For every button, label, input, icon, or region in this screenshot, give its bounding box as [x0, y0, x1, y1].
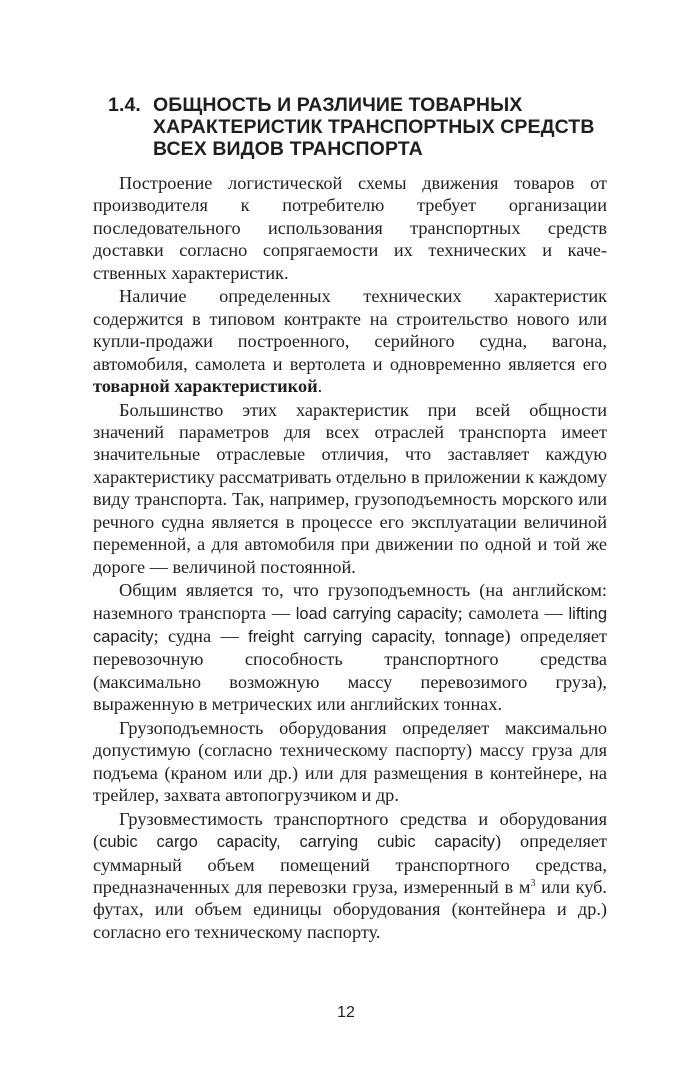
paragraph-5: Грузоподъемность оборудования определяет максимально допустимую (согласно техническому паспорту) массу груза для подъема (краном или др.) или для размещения в контейнере, на трейлер, захвата автопогрузчиком и др. — [93, 717, 607, 806]
emphasis-term: товарной характеристикой — [93, 375, 318, 396]
paragraph-2: Наличие определенных технических характеристик содержится в типовом контракте на строительство нового или купли-продажи построенного, серийного судна, вагона, автомобиля, самолета и вертолета и одновременно является его товарной характеристикой. — [93, 286, 607, 396]
paragraph-3: Большинство этих характеристик при всей общности значений параметров для всех отраслей транспорта имеет значительные отраслевые отличия, что заставляет каждую характеристику рассматривать отдельно в приложении к каждому виду транспорта. Так, например, грузоподъемность морского или речного судна является в процессе его эксплуатации величиной переменной, а для автомобиля при движении по одной и той же дороге — величиной постоянной. — [93, 399, 607, 577]
heading-line-1: 1.4. ОБЩНОСТЬ И РАЗЛИЧИЕ ТОВАРНЫХ — [108, 94, 523, 116]
english-term: freight carrying capacity, tonnage — [248, 628, 505, 647]
paragraph-4: Общим является то, что грузоподъемность (на английском: наземного транспорта — load carrying capacity; самолета — lifting capacity; судна — freight carrying capacity, tonnage) определяет перевозочную способность транспортного средства (максимально возможную массу перевозимого груза), выраженную в метрических или английских тоннах. — [93, 580, 608, 715]
paragraph-6: Грузовместимость транспортного средства и оборудования (cubic cargo capacity, carrying cubic capacity) определяет суммарный объем помещений транспортного средства, предназначенных для перевозки груза, измеренный в $м^3$ или куб. футах, или объем единицы оборудования (контейнера и др.) согласно его техническому паспорту. — [93, 808, 607, 942]
section-number: 1.4. — [108, 94, 141, 116]
paragraph-1: Построение логистической схемы движения товаров от производителя к потребителю требует организации последовательного использования транспортных средств доставки согласно сопрягаемости их технических и качественных характеристик. — [93, 173, 607, 283]
section-heading — [108, 94, 608, 160]
heading-line-2: ХАРАКТЕРИСТИК ТРАНСПОРТНЫХ СРЕДСТВ — [153, 116, 595, 138]
superscript: 3 — [530, 877, 536, 889]
heading-line-3: ВСЕХ ВИДОВ ТРАНСПОРТА — [153, 138, 423, 160]
page-number: 12 — [337, 1004, 355, 1021]
body-text — [93, 172, 607, 943]
english-term: lifting capacity — [93, 604, 608, 647]
english-term: load carrying capacity — [295, 604, 458, 623]
english-term: cubic cargo capacity, carrying cubic capacity — [99, 833, 496, 852]
